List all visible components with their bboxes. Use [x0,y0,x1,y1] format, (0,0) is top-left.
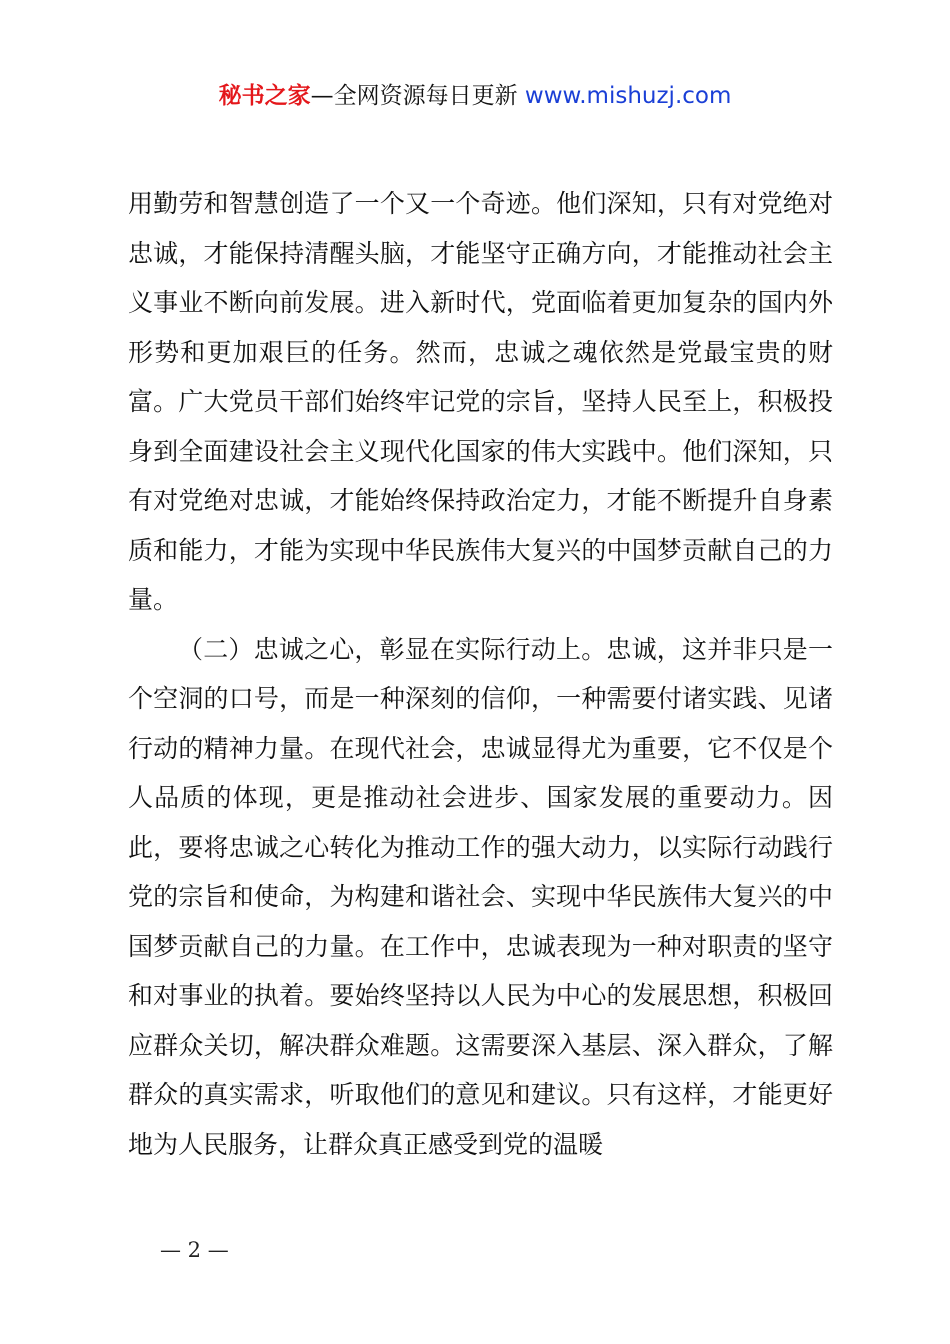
page-number: — 2 — [160,1238,229,1262]
paragraph-continued: 用勤劳和智慧创造了一个又一个奇迹。他们深知，只有对党绝对忠诚，才能保持清醒头脑，才能坚守正确方向，才能推动社会主义事业不断向前发展。进入新时代，党面临着更加复杂的国内外形势和更加艰巨的任务。然而，忠诚之魂依然是党最宝贵的财富。广大党员干部们始终牢记党的宗旨，坚持人民至上，积极投身到全面建设社会主义现代化国家的伟大实践中。他们深知，只有对党绝对忠诚，才能始终保持政治定力，才能不断提升自身素质和能力，才能为实现中华民族伟大复兴的中国梦贡献自己的力量。 [128,189,833,614]
page-header [0,79,950,113]
document-body [128,179,833,1169]
paragraph-section-two: （二）忠诚之心，彰显在实际行动上。忠诚，这并非只是一个空洞的口号，而是一种深刻的信仰，一种需要付诸实践、见诸行动的精神力量。在现代社会，忠诚显得尤为重要，它不仅是个人品质的体现，更是推动社会进步、国家发展的重要动力。因此，要将忠诚之心转化为推动工作的强大动力，以实际行动践行党的宗旨和使命，为构建和谐社会、实现中华民族伟大复兴的中国梦贡献自己的力量。在工作中，忠诚表现为一种对职责的坚守和对事业的执着。要始终坚持以人民为中心的发展思想，积极回应群众关切，解决群众难题。这需要深入基层、深入群众，了解群众的真实需求，听取他们的意见和建议。只有这样，才能更好地为人民服务，让群众真正感受到党的温暖 [128,634,833,1159]
header-brand: 秘书之家 [218,83,311,109]
header-site-link[interactable]: www.mishuzj.com [524,83,732,109]
header-tagline: —全网资源每日更新 [310,83,525,109]
